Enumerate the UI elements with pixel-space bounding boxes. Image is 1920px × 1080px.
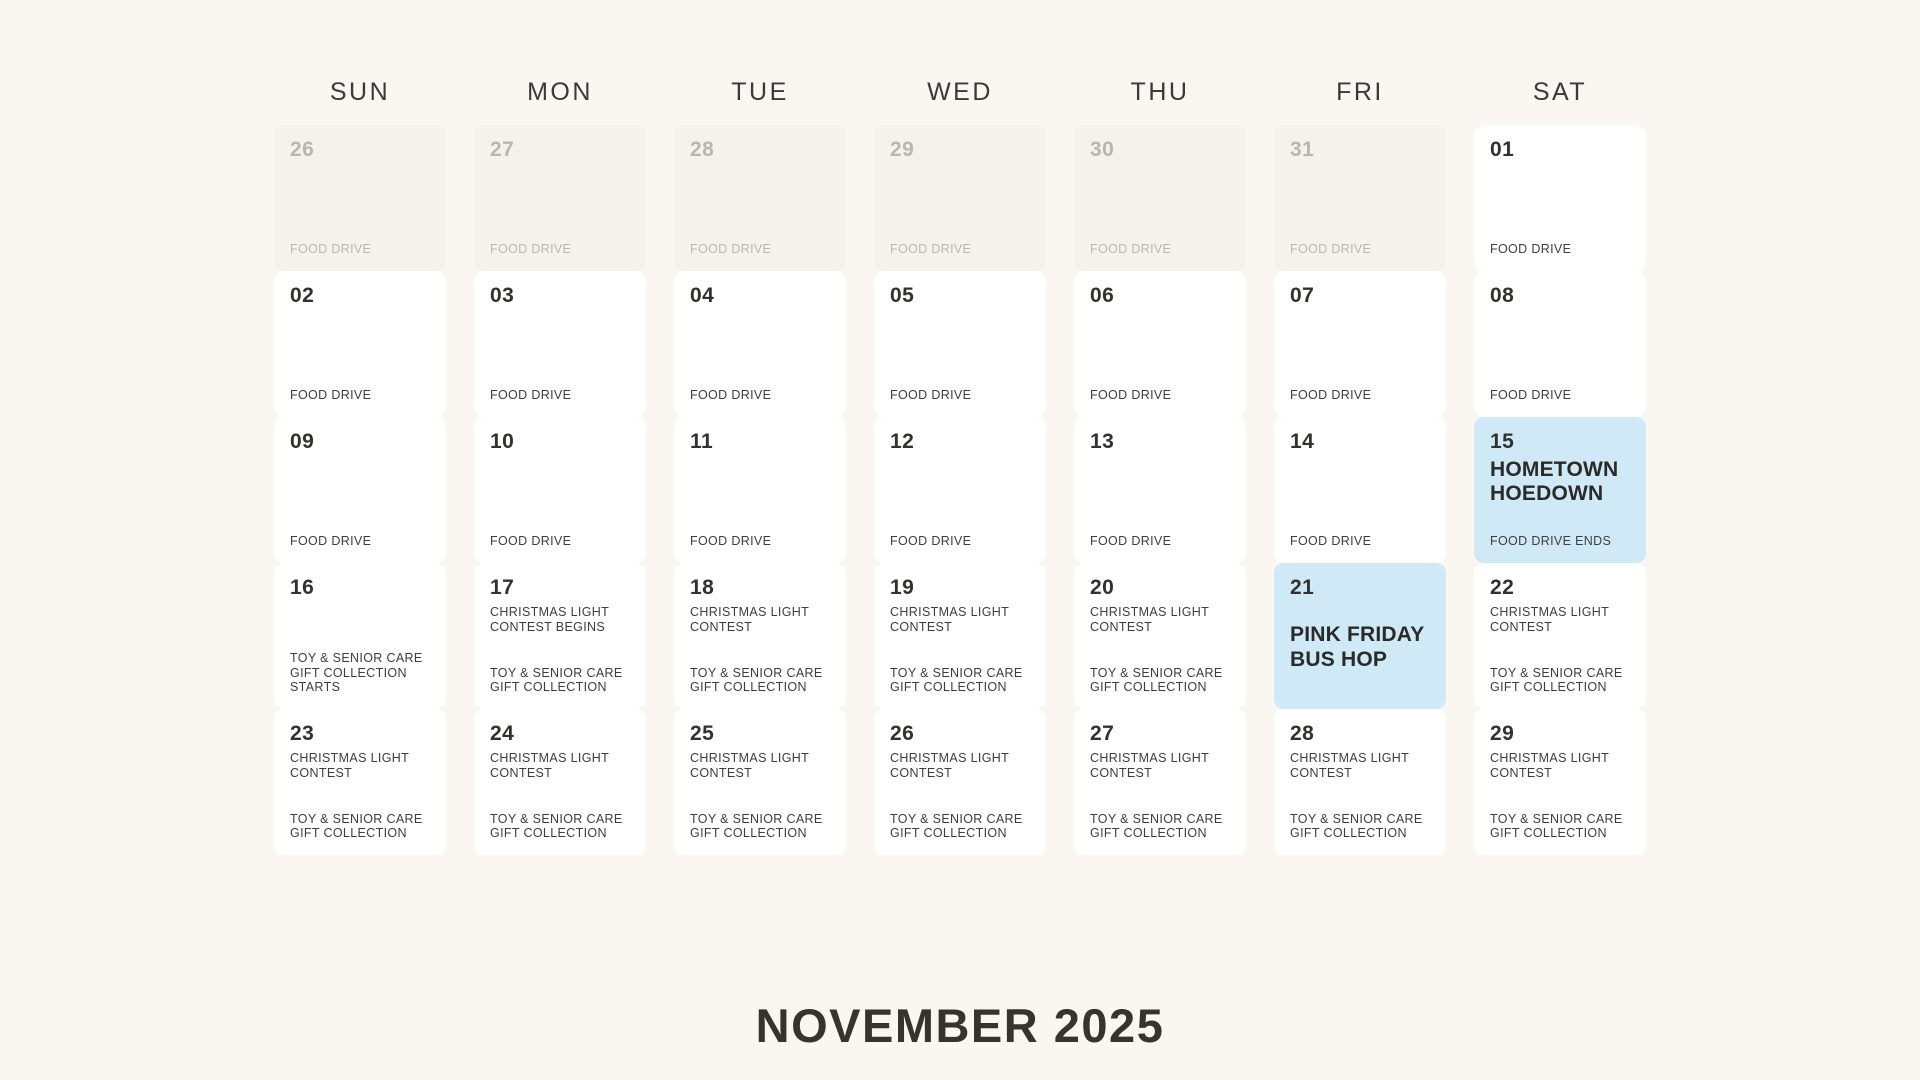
day-number: 19	[890, 576, 915, 599]
day-event-secondary: TOY & SENIOR CARE GIFT COLLECTION	[1290, 811, 1423, 841]
calendar-day-cell[interactable]	[674, 417, 846, 563]
day-event-primary: CHRISTMAS LIGHT CONTEST	[1090, 605, 1209, 634]
day-event-secondary: FOOD DRIVE	[490, 242, 572, 257]
day-event-primary: CHRISTMAS LIGHT CONTEST	[290, 751, 409, 780]
day-event-primary: CHRISTMAS LIGHT CONTEST	[890, 751, 1009, 780]
day-event-secondary: TOY & SENIOR CARE GIFT COLLECTION	[1090, 665, 1223, 695]
day-event-primary: CHRISTMAS LIGHT CONTEST	[490, 751, 609, 780]
calendar-cell-wrapper	[1460, 125, 1660, 271]
calendar-cell-wrapper	[1260, 563, 1460, 709]
calendar-day-cell[interactable]	[274, 563, 446, 709]
calendar-day-cell[interactable]	[1274, 709, 1446, 855]
day-number: 06	[1090, 284, 1115, 307]
calendar-day-cell[interactable]	[1474, 709, 1646, 855]
day-event-primary: CHRISTMAS LIGHT CONTEST	[890, 605, 1009, 634]
day-number: 03	[490, 284, 515, 307]
calendar-day-cell[interactable]	[474, 125, 646, 271]
day-number: 14	[1290, 430, 1315, 453]
day-event-secondary: TOY & SENIOR CARE GIFT COLLECTION STARTS	[290, 650, 423, 695]
calendar-cell-wrapper	[1260, 417, 1460, 563]
calendar-day-cell[interactable]	[474, 709, 646, 855]
calendar-day-cell[interactable]	[274, 271, 446, 417]
calendar-day-cell[interactable]	[1074, 125, 1246, 271]
calendar-cell-wrapper	[1060, 417, 1260, 563]
weekday-label-wed: WED	[927, 78, 993, 106]
calendar-grid	[0, 125, 1920, 855]
calendar-day-cell[interactable]	[474, 417, 646, 563]
calendar-day-cell[interactable]	[1474, 417, 1646, 563]
day-event-secondary: FOOD DRIVE	[490, 534, 572, 549]
calendar-cell-wrapper	[260, 125, 460, 271]
day-number: 07	[1290, 284, 1315, 307]
day-event-secondary: TOY & SENIOR CARE GIFT COLLECTION	[690, 665, 823, 695]
day-number: 13	[1090, 430, 1115, 453]
calendar-day-cell[interactable]	[474, 271, 646, 417]
day-event-secondary: FOOD DRIVE	[1090, 534, 1172, 549]
calendar-day-cell[interactable]	[674, 563, 846, 709]
day-event-secondary: FOOD DRIVE	[1090, 388, 1172, 403]
weekday-label-fri: FRI	[1336, 78, 1384, 106]
day-event-secondary: FOOD DRIVE	[1090, 242, 1172, 257]
day-event-primary: CHRISTMAS LIGHT CONTEST	[1090, 751, 1209, 780]
day-event-secondary: TOY & SENIOR CARE GIFT COLLECTION	[690, 811, 823, 841]
calendar-cell-wrapper	[260, 709, 460, 855]
day-number: 27	[1090, 722, 1115, 745]
calendar-cell-wrapper	[660, 563, 860, 709]
day-number: 29	[890, 138, 915, 161]
calendar-day-cell[interactable]	[874, 563, 1046, 709]
day-number: 04	[690, 284, 715, 307]
day-number: 18	[690, 576, 715, 599]
day-event-secondary: FOOD DRIVE	[690, 242, 772, 257]
calendar-day-cell[interactable]	[674, 271, 846, 417]
day-number: 08	[1490, 284, 1515, 307]
calendar-cell-wrapper	[1060, 563, 1260, 709]
weekday-label-sat: SAT	[1532, 78, 1588, 106]
calendar-cell-wrapper	[1060, 271, 1260, 417]
calendar-cell-wrapper	[660, 709, 860, 855]
day-number: 20	[1090, 576, 1115, 599]
day-event-secondary: TOY & SENIOR CARE GIFT COLLECTION	[490, 665, 623, 695]
day-number: 25	[690, 722, 715, 745]
calendar-month-title: NOVEMBER 2025	[755, 999, 1165, 1052]
day-number: 16	[290, 576, 315, 599]
calendar-cell-wrapper	[860, 709, 1060, 855]
calendar-day-cell[interactable]	[1474, 563, 1646, 709]
calendar-cell-wrapper	[460, 125, 660, 271]
day-number: 11	[690, 430, 714, 453]
calendar-cell-wrapper	[260, 563, 460, 709]
day-number: 28	[690, 138, 715, 161]
day-number: 17	[490, 576, 515, 599]
calendar-day-cell[interactable]	[1074, 271, 1246, 417]
calendar-day-cell[interactable]	[1074, 563, 1246, 709]
day-event-secondary: FOOD DRIVE	[490, 388, 572, 403]
calendar-cell-wrapper	[1460, 709, 1660, 855]
calendar-day-cell[interactable]	[674, 125, 846, 271]
day-event-secondary: TOY & SENIOR CARE GIFT COLLECTION	[1090, 811, 1223, 841]
day-number: 09	[290, 430, 315, 453]
calendar-day-cell[interactable]	[1474, 271, 1646, 417]
day-event-primary: CHRISTMAS LIGHT CONTEST	[1490, 605, 1609, 634]
calendar-cell-wrapper	[1260, 709, 1460, 855]
calendar-cell-wrapper	[1060, 709, 1260, 855]
calendar-cell-wrapper	[460, 271, 660, 417]
calendar-cell-wrapper	[1460, 271, 1660, 417]
weekday-header-row	[0, 78, 1920, 107]
calendar-cell-wrapper	[860, 563, 1060, 709]
day-number: 21	[1290, 576, 1315, 599]
calendar-day-cell[interactable]	[1074, 417, 1246, 563]
calendar-cell-wrapper	[1260, 271, 1460, 417]
calendar-cell-wrapper	[860, 417, 1060, 563]
calendar-day-cell[interactable]	[1274, 125, 1446, 271]
day-number: 05	[890, 284, 915, 307]
day-featured-event: HOMETOWN HOEDOWN	[1490, 458, 1619, 506]
day-event-primary: CHRISTMAS LIGHT CONTEST	[1290, 751, 1409, 780]
weekday-label-sun: SUN	[329, 78, 391, 106]
calendar-cell-wrapper	[460, 709, 660, 855]
day-event-secondary: FOOD DRIVE	[890, 534, 972, 549]
day-event-primary: CHRISTMAS LIGHT CONTEST	[690, 605, 809, 634]
calendar-day-cell[interactable]	[1274, 271, 1446, 417]
calendar-cell-wrapper	[660, 125, 860, 271]
day-event-secondary: TOY & SENIOR CARE GIFT COLLECTION	[890, 665, 1023, 695]
day-number: 26	[290, 138, 315, 161]
day-event-secondary: TOY & SENIOR CARE GIFT COLLECTION	[890, 811, 1023, 841]
day-event-primary: CHRISTMAS LIGHT CONTEST	[690, 751, 809, 780]
day-event-secondary: FOOD DRIVE	[1490, 242, 1572, 257]
day-number: 27	[490, 138, 515, 161]
calendar-day-cell[interactable]	[1074, 709, 1246, 855]
calendar-cell-wrapper	[1460, 563, 1660, 709]
day-number: 02	[290, 284, 315, 307]
day-number: 29	[1490, 722, 1515, 745]
day-number: 26	[890, 722, 915, 745]
day-number: 01	[1490, 138, 1515, 161]
calendar-cell-wrapper	[1260, 125, 1460, 271]
day-number: 31	[1290, 138, 1315, 161]
day-number: 10	[490, 430, 515, 453]
day-number: 28	[1290, 722, 1315, 745]
day-event-secondary: TOY & SENIOR CARE GIFT COLLECTION	[490, 811, 623, 841]
day-number: 12	[890, 430, 915, 453]
day-number: 22	[1490, 576, 1515, 599]
day-event-secondary: FOOD DRIVE	[1490, 388, 1572, 403]
calendar-day-cell[interactable]	[874, 709, 1046, 855]
day-featured-event: PINK FRIDAY BUS HOP	[1290, 623, 1425, 671]
calendar-day-cell[interactable]	[1474, 125, 1646, 271]
calendar-cell-wrapper	[1060, 125, 1260, 271]
calendar-day-cell[interactable]	[874, 271, 1046, 417]
calendar-cell-wrapper	[460, 563, 660, 709]
day-event-secondary: FOOD DRIVE	[690, 534, 772, 549]
day-event-secondary: FOOD DRIVE	[1290, 242, 1372, 257]
day-event-primary: CHRISTMAS LIGHT CONTEST	[1490, 751, 1609, 780]
day-number: 24	[490, 722, 515, 745]
calendar-day-cell[interactable]	[874, 417, 1046, 563]
day-event-secondary: FOOD DRIVE	[290, 242, 372, 257]
day-event-primary: CHRISTMAS LIGHT CONTEST BEGINS	[490, 605, 609, 634]
calendar-day-cell[interactable]	[1274, 417, 1446, 563]
calendar-cell-wrapper	[860, 125, 1060, 271]
calendar-cell-wrapper	[660, 271, 860, 417]
day-number: 23	[290, 722, 315, 745]
calendar-day-cell[interactable]	[474, 563, 646, 709]
day-event-secondary: FOOD DRIVE	[290, 534, 372, 549]
day-event-secondary: FOOD DRIVE	[1290, 534, 1372, 549]
day-event-secondary: FOOD DRIVE	[690, 388, 772, 403]
calendar-day-cell[interactable]	[274, 709, 446, 855]
weekday-label-thu: THU	[1130, 78, 1190, 106]
weekday-label-tue: TUE	[731, 78, 789, 106]
calendar-day-cell[interactable]	[274, 417, 446, 563]
day-event-secondary: TOY & SENIOR CARE GIFT COLLECTION	[1490, 665, 1623, 695]
calendar-day-cell[interactable]	[674, 709, 846, 855]
calendar	[0, 78, 1920, 1080]
calendar-cell-wrapper	[1460, 417, 1660, 563]
day-event-secondary: FOOD DRIVE	[1290, 388, 1372, 403]
day-event-secondary: TOY & SENIOR CARE GIFT COLLECTION	[290, 811, 423, 841]
day-event-secondary: FOOD DRIVE	[890, 388, 972, 403]
day-number: 15	[1490, 430, 1515, 453]
day-event-secondary: FOOD DRIVE ENDS	[1490, 534, 1612, 549]
calendar-cell-wrapper	[860, 271, 1060, 417]
calendar-cell-wrapper	[460, 417, 660, 563]
day-event-secondary: FOOD DRIVE	[290, 388, 372, 403]
calendar-cell-wrapper	[660, 417, 860, 563]
calendar-day-cell[interactable]	[874, 125, 1046, 271]
weekday-label-mon: MON	[527, 78, 593, 106]
day-number: 30	[1090, 138, 1115, 161]
day-event-secondary: TOY & SENIOR CARE GIFT COLLECTION	[1490, 811, 1623, 841]
calendar-day-cell[interactable]	[1274, 563, 1446, 709]
calendar-day-cell[interactable]	[274, 125, 446, 271]
day-event-secondary: FOOD DRIVE	[890, 242, 972, 257]
calendar-cell-wrapper	[260, 417, 460, 563]
calendar-cell-wrapper	[260, 271, 460, 417]
